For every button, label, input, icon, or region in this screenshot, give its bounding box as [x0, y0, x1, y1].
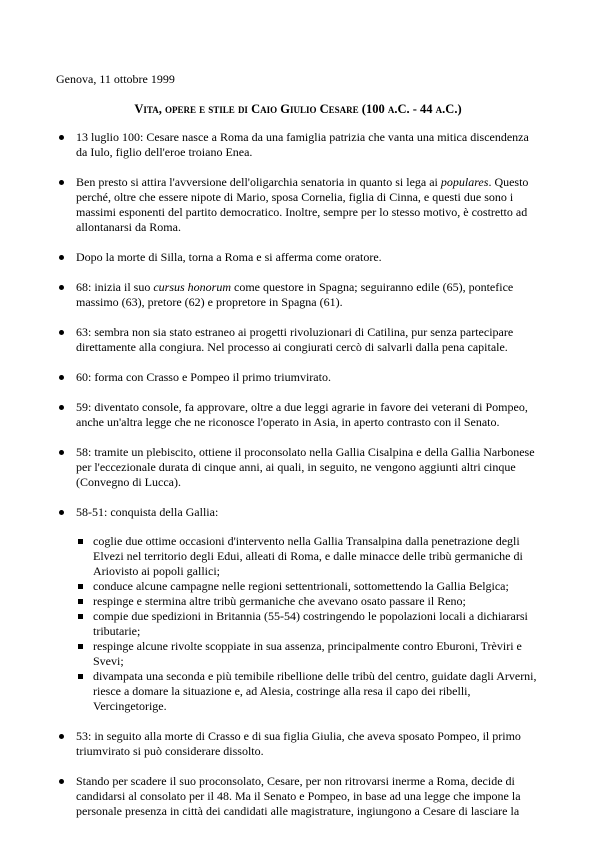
bullet-icon: [59, 285, 64, 290]
list-item: 58: tramite un plebiscito, ottiene il proconsolato nella Gallia Cisalpina e della Gallia Narbonese per l'eccezionale durata di cinque anni, ai quali, in seguito, ne vengono aggiunti altri cinque (Convegno di Lucca).: [56, 445, 540, 490]
bullet-icon: [59, 135, 64, 140]
square-bullet-icon: [78, 644, 83, 649]
list-item: 68: inizia il suo cursus honorum come questore in Spagna; seguiranno edile (65), pontefice massimo (63), pretore (62) e propretore in Spagna (61).: [56, 280, 540, 310]
gallic-war-sublist: [76, 534, 540, 714]
square-bullet-icon: [78, 674, 83, 679]
sub-list-item: compie due spedizioni in Britannia (55-54) costringendo le popolazioni locali a dichiararsi tributarie;: [76, 609, 540, 639]
bullet-icon: [59, 450, 64, 455]
square-bullet-icon: [78, 539, 83, 544]
square-bullet-icon: [78, 599, 83, 604]
bullet-icon: [59, 255, 64, 260]
bullet-icon: [59, 375, 64, 380]
bullet-icon: [59, 779, 64, 784]
document-page: [56, 72, 540, 834]
list-item: Stando per scadere il suo proconsolato, Cesare, per non ritrovarsi inerme a Roma, decide di candidarsi al consolato per il 48. Ma il Senato e Pompeo, in base ad una legge che impone la personale presenza in città dei candidati alle magistrature, ingiungono a Cesare di lasciare la: [56, 774, 540, 819]
list-item: 13 luglio 100: Cesare nasce a Roma da una famiglia patrizia che vanta una mitica discendenza da Iulo, figlio dell'eroe troiano Enea.: [56, 130, 540, 160]
bullet-icon: [59, 330, 64, 335]
sub-list-item: divampata una seconda e più temibile ribellione delle tribù del centro, guidate dagli Arverni, riesce a domare la situazione e, ad Alesia, costringe alla resa il capo dei ribelli, Vercingetorige.: [76, 669, 540, 714]
bullet-icon: [59, 734, 64, 739]
document-title: Vita, opere e stile di Caio Giulio Cesare (100 a.C. - 44 a.C.): [134, 102, 462, 116]
list-item: 63: sembra non sia stato estraneo ai progetti rivoluzionari di Catilina, pur senza partecipare direttamente alla congiura. Nel processo ai congiurati cercò di salvarli dalla pena capitale.: [56, 325, 540, 355]
sub-list-item: respinge e stermina altre tribù germaniche che avevano osato passare il Reno;: [76, 594, 540, 609]
sub-list-item: respinge alcune rivolte scoppiate in sua assenza, principalmente contro Eburoni, Trèviri e Svevi;: [76, 639, 540, 669]
timeline-list: [56, 130, 540, 819]
sub-list-item: conduce alcune campagne nelle regioni settentrionali, sottomettendo la Gallia Belgica;: [76, 579, 540, 594]
square-bullet-icon: [78, 614, 83, 619]
bullet-icon: [59, 180, 64, 185]
list-item: 53: in seguito alla morte di Crasso e di sua figlia Giulia, che aveva sposato Pompeo, il primo triumvirato si può considerare dissolto.: [56, 729, 540, 759]
list-item: 59: diventato console, fa approvare, oltre a due leggi agrarie in favore dei veterani di Pompeo, anche un'altra legge che ne riconosce l'operato in Asia, in aperto contrasto con il Senato.: [56, 400, 540, 430]
list-item: Ben presto si attira l'avversione dell'oligarchia senatoria in quanto si lega ai populares. Questo perché, oltre che essere nipote di Mario, sposa Cornelia, figlia di Cinna, e questi due sono i massimi esponenti del partito democratico. Inoltre, sempre per lo stesso motivo, è costretto ad allontanarsi da Roma.: [56, 175, 540, 235]
sub-list-item: coglie due ottime occasioni d'intervento nella Gallia Transalpina dalla penetrazione degli Elvezi nel territorio degli Edui, alleati di Roma, e dalle minacce delle tribù germaniche di Ariovisto ai popoli gallici;: [76, 534, 540, 579]
square-bullet-icon: [78, 584, 83, 589]
document-date: Genova, 11 ottobre 1999: [56, 72, 175, 86]
list-item: 58-51: conquista della Gallia: coglie due ottime occasioni d'intervento nella Gallia Transalpina dalla penetrazione degli Elvezi nel territorio degli Edui, alleati di Roma, e dalle minacce delle tribù germaniche di Ariovisto ai popoli gallici; conduce alcune campagne nelle regioni settentrionali, sottomettendo la Gallia Belgica; respinge e stermina altre tribù germaniche che avevano osato passare il Reno; compie due spedizioni in Britannia (55-54) costringendo le popolazioni locali a dichiararsi tributarie; respinge alcune rivolte scoppiate in sua assenza, principalmente contro Eburoni, Trèviri e Svevi; divampata una seconda e più temibile ribellione delle tribù del centro, guidate dagli Arverni, riesce a domare la situazione e, ad Alesia, costringe alla resa il capo dei ribelli, Vercingetorige.: [56, 505, 540, 714]
list-item: Dopo la morte di Silla, torna a Roma e si afferma come oratore.: [56, 250, 540, 265]
bullet-icon: [59, 405, 64, 410]
bullet-icon: [59, 510, 64, 515]
list-item: 60: forma con Crasso e Pompeo il primo triumvirato.: [56, 370, 540, 385]
